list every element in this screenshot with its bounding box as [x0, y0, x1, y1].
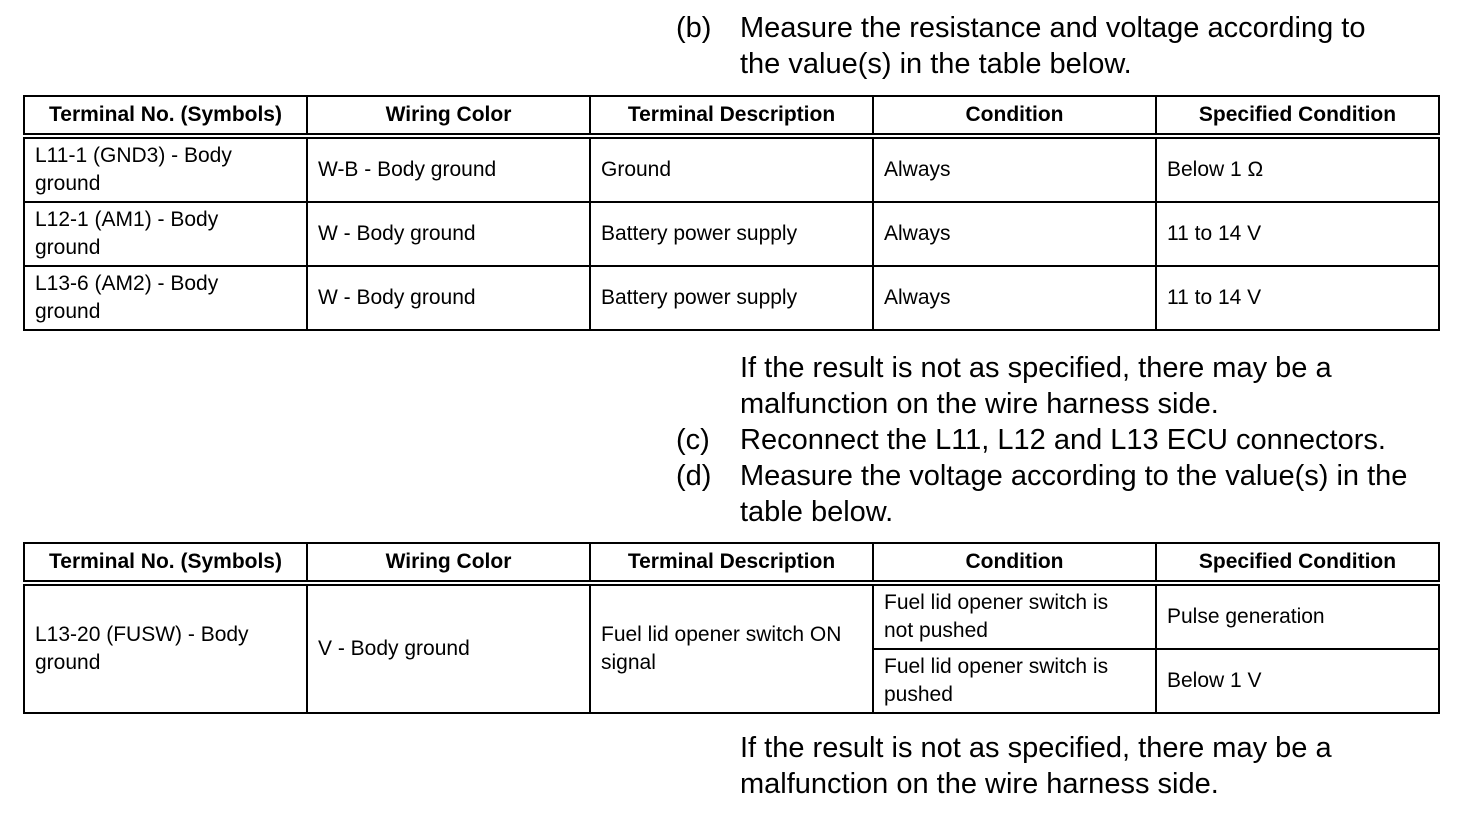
table-row [24, 266, 1439, 330]
cell-wiring: W - Body ground [307, 202, 590, 266]
cell-description-line-1: Fuel lid opener switch ON [601, 623, 842, 646]
step-c-text [740, 422, 1470, 458]
header-wiring-color: Wiring Color [307, 543, 590, 583]
step-d-line-1: Measure the voltage according to the value(s) in the [740, 460, 1408, 492]
cell-terminal-line-2: ground [35, 236, 101, 259]
note-1-line-1: If the result is not as specified, there may be a [740, 352, 1332, 384]
note-wire-harness-1 [740, 350, 1460, 422]
cell-specified: Below 1 Ω [1156, 136, 1439, 202]
cell-terminal-line-1: L12-1 (AM1) - Body [35, 208, 219, 231]
step-d-text [740, 458, 1470, 530]
cell-terminal-line-2: ground [35, 172, 101, 195]
cell-condition: Always [873, 266, 1156, 330]
cell-condition [873, 583, 1156, 649]
note-2-line-2: malfunction on the wire harness side. [740, 768, 1219, 800]
cell-wiring: W - Body ground [307, 266, 590, 330]
note-2-line-1: If the result is not as specified, there may be a [740, 732, 1332, 764]
cell-specified: 11 to 14 V [1156, 202, 1439, 266]
cell-condition-line-2: pushed [884, 683, 953, 706]
cell-terminal-line-1: L13-20 (FUSW) - Body [35, 623, 249, 646]
table-header-row [24, 543, 1439, 583]
step-b-line-1: Measure the resistance and voltage according to [740, 12, 1366, 44]
header-terminal-description: Terminal Description [590, 543, 873, 583]
cell-terminal [24, 202, 307, 266]
cell-condition: Always [873, 136, 1156, 202]
cell-wiring: V - Body ground [307, 583, 590, 713]
cell-terminal-line-2: ground [35, 300, 101, 323]
table-row [24, 136, 1439, 202]
cell-terminal [24, 583, 307, 713]
cell-specified: 11 to 14 V [1156, 266, 1439, 330]
cell-description-line-2: signal [601, 651, 656, 674]
cell-description [590, 583, 873, 713]
cell-condition [873, 649, 1156, 713]
header-condition: Condition [873, 96, 1156, 136]
cell-terminal-line-2: ground [35, 651, 101, 674]
cell-terminal-line-1: L13-6 (AM2) - Body [35, 272, 219, 295]
step-d-line-2: table below. [740, 496, 894, 528]
cell-description: Ground [590, 136, 873, 202]
header-wiring-color: Wiring Color [307, 96, 590, 136]
table-row [24, 202, 1439, 266]
header-specified-condition: Specified Condition [1156, 96, 1439, 136]
resistance-voltage-table [23, 95, 1440, 331]
step-d-letter: (d) [676, 460, 712, 492]
note-1-line-2: malfunction on the wire harness side. [740, 388, 1219, 420]
cell-specified: Below 1 V [1156, 649, 1439, 713]
step-b-letter: (b) [676, 12, 712, 44]
step-b-line-2: the value(s) in the table below. [740, 48, 1132, 80]
header-specified-condition: Specified Condition [1156, 543, 1439, 583]
cell-description: Battery power supply [590, 266, 873, 330]
step-c-letter: (c) [676, 424, 710, 456]
header-terminal: Terminal No. (Symbols) [24, 543, 307, 583]
note-wire-harness-2 [740, 730, 1460, 802]
cell-terminal [24, 136, 307, 202]
cell-condition: Always [873, 202, 1156, 266]
step-c-line-1: Reconnect the L11, L12 and L13 ECU connectors. [740, 424, 1386, 456]
table-header-row [24, 96, 1439, 136]
cell-terminal-line-1: L11-1 (GND3) - Body [35, 144, 232, 167]
header-terminal-description: Terminal Description [590, 96, 873, 136]
cell-description: Battery power supply [590, 202, 873, 266]
cell-condition-line-2: not pushed [884, 619, 988, 642]
cell-condition-line-1: Fuel lid opener switch is [884, 591, 1109, 614]
header-terminal: Terminal No. (Symbols) [24, 96, 307, 136]
cell-condition-line-1: Fuel lid opener switch is [884, 655, 1109, 678]
header-condition: Condition [873, 543, 1156, 583]
cell-terminal [24, 266, 307, 330]
cell-wiring: W-B - Body ground [307, 136, 590, 202]
table-row [24, 583, 1439, 649]
step-b-text [740, 10, 1470, 82]
voltage-table [23, 542, 1440, 714]
cell-specified: Pulse generation [1156, 583, 1439, 649]
